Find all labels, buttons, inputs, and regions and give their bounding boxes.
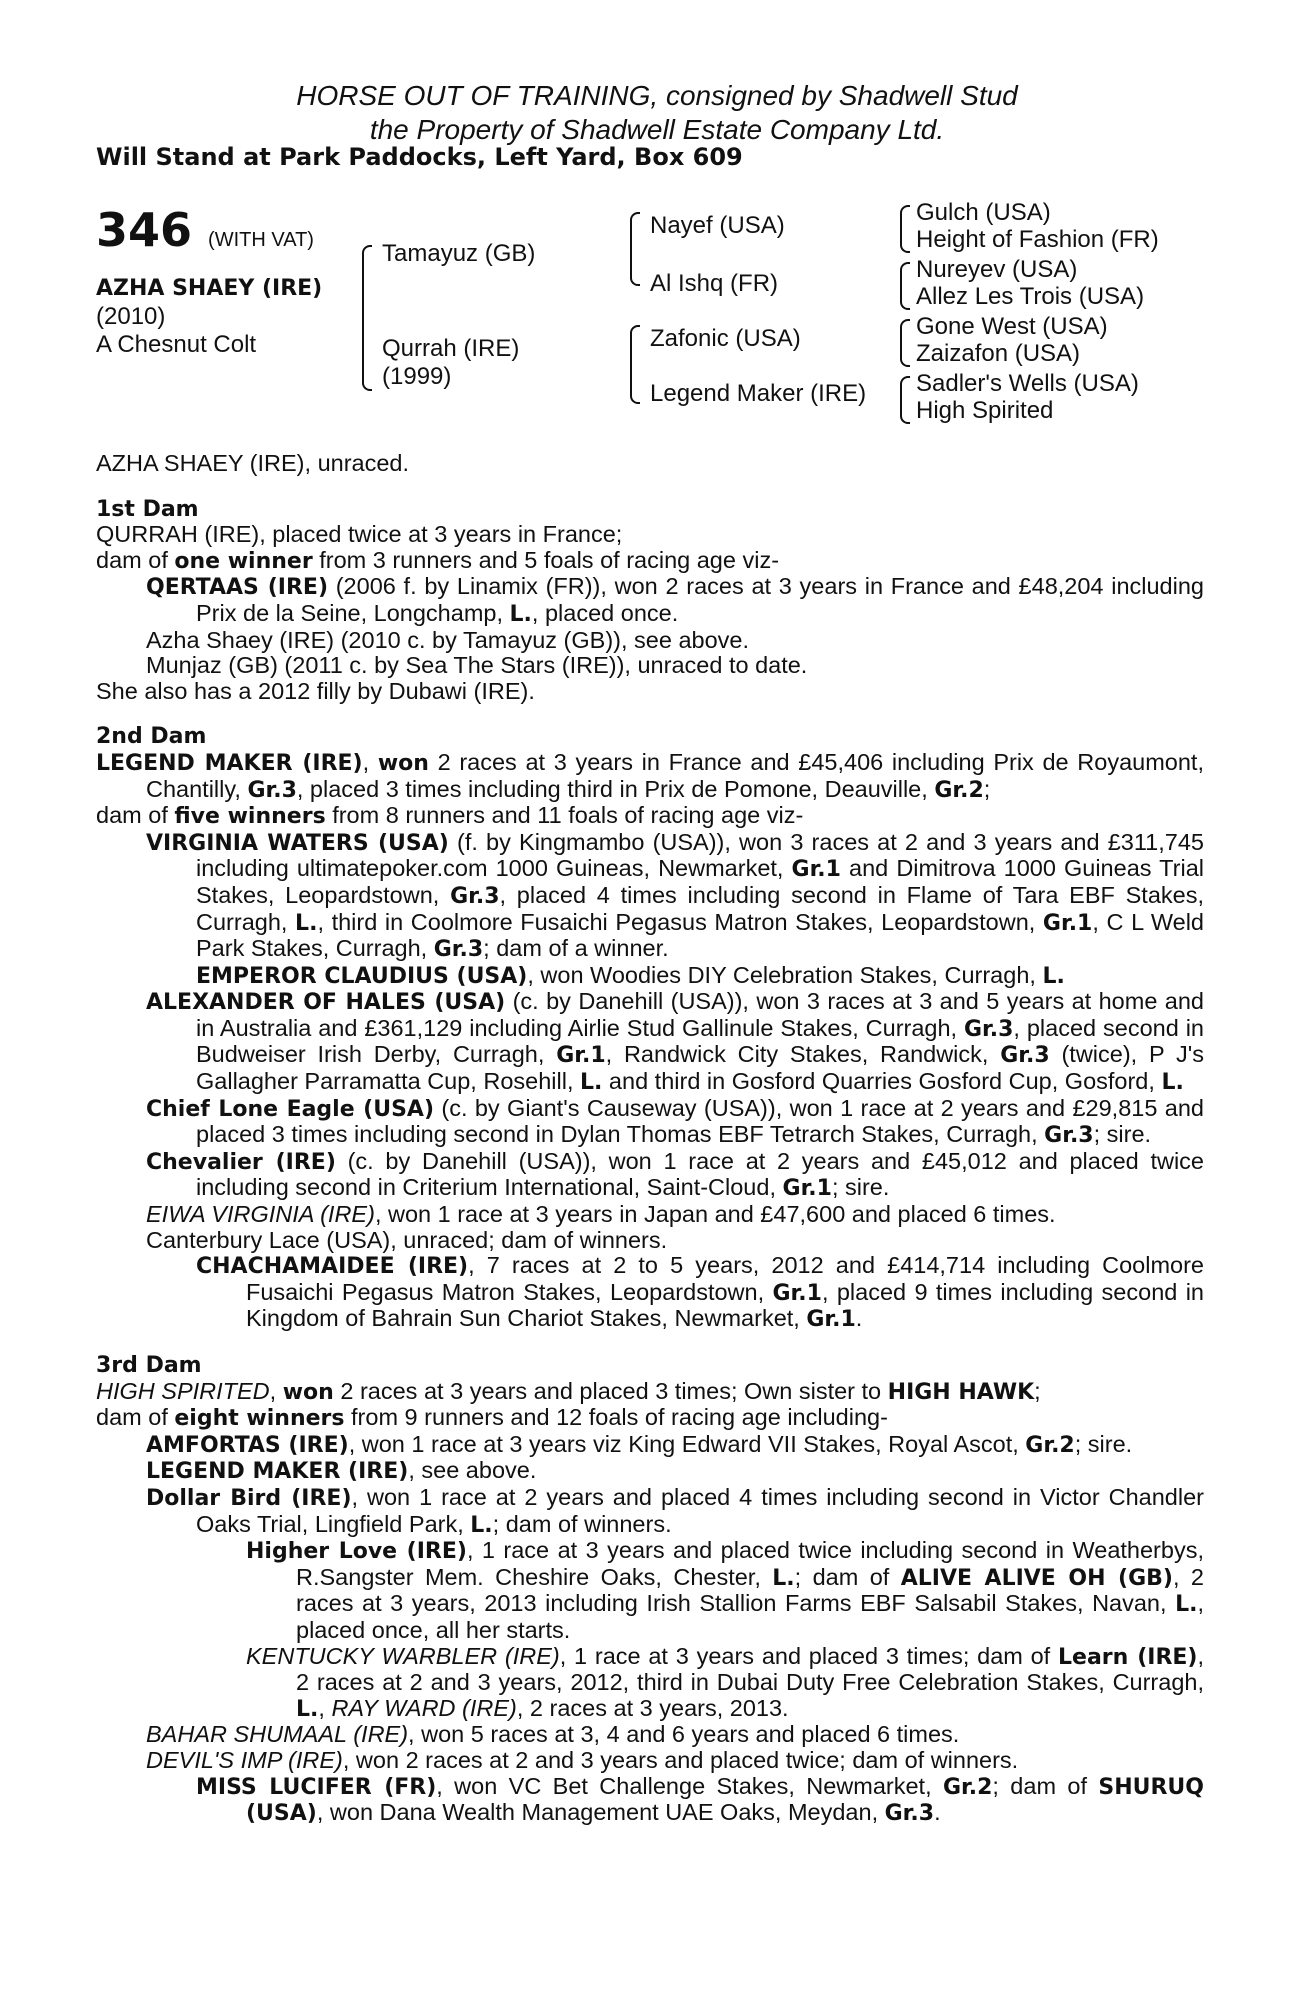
produce-chachamaidee: CHACHAMAIDEE (IRE), 7 races at 2 to 5 years, 2012 and £414,714 including Coolmore Fusaichi Pegasus Matron Stakes, Leopardstown, Gr.1, placed 9 times including second in Kingdom of Bahrain Sun Chariot Stakes, Newmarket, Gr.1. <box>196 1252 1204 1333</box>
produce-azha-shaey: Azha Shaey (IRE) (2010 c. by Tamayuz (GB)), see above. <box>146 626 750 653</box>
horse-name: AZHA SHAEY (IRE) <box>96 276 323 301</box>
ped-sire-dam: Al Ishq (FR) <box>650 270 779 297</box>
ped-dam: Qurrah (IRE) <box>382 335 520 362</box>
third-dam-line: HIGH SPIRITED, won 2 races at 3 years and placed 3 times; Own sister to HIGH HAWK; <box>96 1377 1041 1405</box>
produce-virginia-waters: VIRGINIA WATERS (USA) (f. by Kingmambo (USA)), won 3 races at 2 and 3 years and £311,745 including ultimatepoker.com 1000 Guineas, Newmarket, Gr.1 and Dimitrova 1000 Guineas Trial Stakes, Leopardstown, Gr.3, placed 4 times including second in Flame of Tara EBF Stakes, Curragh, L., third in Coolmore Fusaichi Pegasus Matron Stakes, Leopardstown, Gr.1, C L Weld Park Stakes, Curragh, Gr.3; dam of a winner. <box>146 828 1204 963</box>
ped-dam-dam: Legend Maker (IRE) <box>650 380 867 407</box>
second-dam-line: LEGEND MAKER (IRE), won 2 races at 3 years in France and £45,406 including Prix de Royaumont, Chantilly, Gr.3, placed 3 times including third in Prix de Pomone, Deauville, Gr.2; <box>96 748 1204 803</box>
brace-dd <box>900 376 910 424</box>
produce-dollar-bird: Dollar Bird (IRE), won 1 race at 2 years and placed 4 times including second in Victor Chandler Oaks Trial, Lingfield Park, L.; dam of winners. <box>146 1483 1204 1538</box>
produce-devils-imp: DEVIL'S IMP (IRE), won 2 races at 2 and 3 years and placed twice; dam of winners. <box>146 1746 1019 1773</box>
ped-ssd: Height of Fashion (FR) <box>916 226 1159 253</box>
ped-sss: Gulch (USA) <box>916 199 1051 226</box>
ped-dam-year: (1999) <box>382 363 452 390</box>
horse-year: (2010) <box>96 303 166 330</box>
ped-dds: Sadler's Wells (USA) <box>916 370 1139 397</box>
brace-ds <box>900 319 910 367</box>
ped-sire: Tamayuz (GB) <box>382 240 536 267</box>
brace-ss <box>900 205 910 253</box>
brace-sire-dam <box>362 245 372 391</box>
produce-bahar-shumaal: BAHAR SHUMAAL (IRE), won 5 races at 3, 4 and 6 years and placed 6 times. <box>146 1721 960 1748</box>
third-dam-heading: 3rd Dam <box>96 1353 202 1378</box>
ped-sdd: Allez Les Trois (USA) <box>916 283 1145 310</box>
brace-sd <box>900 262 910 310</box>
brace-dam-parents <box>630 325 640 404</box>
horse-description: A Chesnut Colt <box>96 331 257 358</box>
consignment-title: HORSE OUT OF TRAINING, consigned by Shadwell Stud <box>296 80 1018 111</box>
produce-emperor-claudius: EMPEROR CLAUDIUS (USA), won Woodies DIY Celebration Stakes, Curragh, L. <box>196 961 1065 989</box>
produce-eiwa-virginia: EIWA VIRGINIA (IRE), won 1 race at 3 years in Japan and £47,600 and placed 6 times. <box>146 1201 1056 1228</box>
produce-chevalier: Chevalier (IRE) (c. by Danehill (USA)), won 1 race at 2 years and £45,012 and placed twice including second in Criterium International, Saint-Cloud, Gr.1; sire. <box>146 1147 1204 1202</box>
second-dam-heading: 2nd Dam <box>96 724 207 750</box>
brace-sire-parents <box>630 212 640 286</box>
catalogue-body <box>96 451 1204 1827</box>
ped-dam-sire: Zafonic (USA) <box>650 325 801 352</box>
produce-canterbury-lace: Canterbury Lace (USA), unraced; dam of winners. <box>146 1226 668 1253</box>
lot-number <box>96 205 314 265</box>
unraced-note: AZHA SHAEY (IRE), unraced. <box>96 450 410 476</box>
produce-qertaas: QERTAAS (IRE) (2006 f. by Linamix (FR)), won 2 races at 3 years in France and £48,204 including Prix de la Seine, Longchamp, L., placed once. <box>146 573 1204 627</box>
produce-alexander-of-hales: ALEXANDER OF HALES (USA) (c. by Danehill (USA)), won 3 races at 3 and 5 years at home and in Australia and £361,129 including Airlie Stud Gallinule Stakes, Curragh, Gr.3, placed second in Budweiser Irish Derby, Curragh, Gr.1, Randwick City Stakes, Randwick, Gr.3 (twice), P J's Gallagher Parramatta Cup, Rosehill, L. and third in Gosford Quarries Gosford Cup, Gosford, L. <box>146 988 1205 1096</box>
produce-munjaz: Munjaz (GB) (2011 c. by Sea The Stars (IRE)), unraced to date. <box>146 652 808 679</box>
produce-kentucky-warbler: KENTUCKY WARBLER (IRE), 1 race at 3 years and placed 3 times; dam of Learn (IRE), 2 races at 2 and 3 years, 2012, third in Dubai Duty Free Celebration Stakes, Curragh, L., RAY WARD (IRE), 2 races at 3 years, 2013. <box>246 1642 1204 1722</box>
produce-2012-filly: She also has a 2012 filly by Dubawi (IRE). <box>96 677 535 704</box>
first-dam-produce: dam of one winner from 3 runners and 5 foals of racing age viz- <box>96 546 780 574</box>
first-dam-line: QURRAH (IRE), placed twice at 3 years in France; <box>96 521 623 548</box>
ped-sds: Nureyev (USA) <box>916 256 1078 283</box>
lot-number-value: 346 <box>96 203 193 257</box>
ped-dss: Gone West (USA) <box>916 313 1108 340</box>
produce-miss-lucifer: MISS LUCIFER (FR), won VC Bet Challenge Stakes, Newmarket, Gr.2; dam of SHURUQ (USA), won Dana Wealth Management UAE Oaks, Meydan, Gr.3. <box>196 1772 1204 1827</box>
vat-label: (WITH VAT) <box>208 229 314 251</box>
produce-amfortas: AMFORTAS (IRE), won 1 race at 3 years viz King Edward VII Stakes, Royal Ascot, Gr.2; sire. <box>146 1430 1133 1458</box>
property-line: the Property of Shadwell Estate Company Ltd. <box>369 114 945 145</box>
produce-higher-love: Higher Love (IRE), 1 race at 3 years and placed twice including second in Weatherbys, R.Sangster Mem. Cheshire Oaks, Chester, L.; dam of ALIVE ALIVE OH (GB), 2 races at 3 years, 2013 including Irish Stallion Farms EBF Salsabil Stakes, Navan, L., placed once, all her starts. <box>246 1537 1204 1643</box>
ped-ddd: High Spirited <box>916 397 1054 424</box>
produce-legend-maker: LEGEND MAKER (IRE), see above. <box>146 1457 537 1485</box>
stand-location: Will Stand at Park Paddocks, Left Yard, Box 609 <box>96 143 743 171</box>
ped-sire-sire: Nayef (USA) <box>650 212 785 239</box>
produce-chief-lone-eagle: Chief Lone Eagle (USA) (c. by Giant's Causeway (USA)), won 1 race at 2 years and £29,815 and placed 3 times including second in Dylan Thomas EBF Tetrarch Stakes, Curragh, Gr.3; sire. <box>146 1094 1204 1149</box>
first-dam-heading: 1st Dam <box>96 496 199 522</box>
ped-dsd: Zaizafon (USA) <box>916 340 1081 367</box>
third-dam-produce: dam of eight winners from 9 runners and 12 foals of racing age including- <box>96 1404 888 1432</box>
second-dam-produce: dam of five winners from 8 runners and 11 foals of racing age viz- <box>96 802 804 830</box>
